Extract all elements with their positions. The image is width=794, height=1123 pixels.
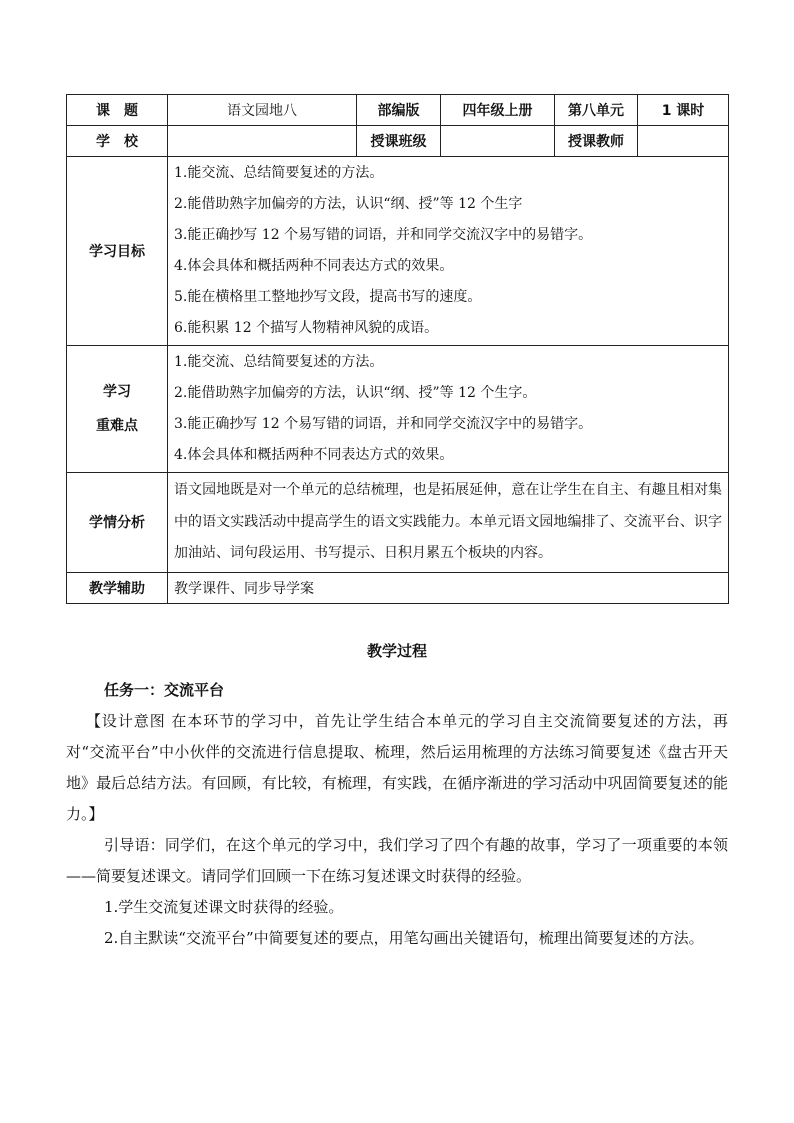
unit-cell: 第八单元	[555, 95, 638, 126]
keypoints-label-line2: 重难点	[96, 418, 138, 434]
goals-list	[168, 157, 729, 346]
goal-item: 4.体会具体和概括两种不同表达方式的效果。	[174, 258, 454, 274]
goal-item: 6.能积累 12 个描写人物精神风貌的成语。	[174, 320, 439, 336]
keypoint-item: 2.能借助熟字加偏旁的方法，认识“纲、授”等 12 个生字。	[174, 385, 537, 401]
keypoint-item: 1.能交流、总结简要复述的方法。	[174, 354, 384, 370]
class-label: 授课班级	[357, 126, 441, 157]
teacher-label: 授课教师	[555, 126, 638, 157]
goal-item: 1.能交流、总结简要复述的方法。	[174, 165, 384, 181]
aids-text: 教学课件、同步导学案	[168, 572, 729, 603]
school-row	[67, 126, 729, 157]
analysis-label: 学情分析	[67, 473, 168, 573]
analysis-text: 语文园地既是对一个单元的总结梳理，也是拓展延伸，意在让学生在自主、有趣且相对集中的语文实践活动中提高学生的语文实践能力。本单元语文园地编排了、交流平台、识字加油站、词句段运用、书写提示、日积月累五个板块的内容。	[168, 473, 729, 573]
process-body	[66, 675, 728, 954]
goal-item: 5.能在横格里工整地抄写文段，提高书写的速度。	[174, 289, 482, 305]
keypoint-item: 4.体会具体和概括两种不同表达方式的效果。	[174, 447, 454, 463]
process-title: 教学过程	[366, 641, 427, 660]
school-value[interactable]	[168, 126, 357, 157]
keypoint-item: 3.能正确抄写 12 个易写错的词语，并和同学交流汉字中的易错字。	[174, 416, 593, 432]
edition-cell: 部编版	[357, 95, 441, 126]
goals-row	[67, 157, 729, 346]
school-label: 学 校	[67, 126, 168, 157]
keypoints-list	[168, 346, 729, 473]
teacher-value[interactable]	[638, 126, 729, 157]
aids-row	[67, 572, 729, 603]
goal-item: 2.能借助熟字加偏旁的方法，认识“纲、授”等 12 个生字	[174, 196, 523, 212]
step2-paragraph: 2.自主默读“交流平台”中简要复述的要点，用笔勾画出关键语句，梳理出简要复述的方法。	[104, 928, 704, 947]
keypoints-label-line1: 学习	[103, 384, 131, 400]
intro-paragraph: 引导语：同学们，在这个单元的学习中，我们学习了四个有趣的故事，学习了一项重要的本领——简要复述课文。请同学们回顾一下在练习复述课文时获得的经验。	[66, 835, 728, 885]
topic-label: 课 题	[67, 95, 168, 126]
header-row	[67, 95, 729, 126]
lesson-plan-table	[66, 94, 729, 604]
keypoints-label	[67, 346, 168, 473]
goals-label: 学习目标	[67, 157, 168, 346]
page	[66, 94, 728, 954]
hours-cell: 1 课时	[638, 95, 729, 126]
grade-cell: 四年级上册	[441, 95, 555, 126]
topic-value: 语文园地八	[168, 95, 357, 126]
design-intent-paragraph: 【设计意图 在本环节的学习中，首先让学生结合本单元的学习自主交流简要复述的方法，再对“交流平台”中小伙伴的交流进行信息提取、梳理，然后运用梳理的方法练习简要复述《盘古开天地》最后总结方法。有回顾，有比较，有梳理，有实践，在循序渐进的学习活动中巩固简要复述的能力。】	[66, 711, 728, 823]
aids-label: 教学辅助	[67, 572, 168, 603]
step1-paragraph: 1.学生交流复述课文时获得的经验。	[104, 897, 344, 916]
class-value[interactable]	[441, 126, 555, 157]
analysis-row	[67, 473, 729, 573]
goal-item: 3.能正确抄写 12 个易写错的词语，并和同学交流汉字中的易错字。	[174, 227, 593, 243]
keypoints-row	[67, 346, 729, 473]
task1-heading: 任务一：交流平台	[104, 680, 225, 699]
